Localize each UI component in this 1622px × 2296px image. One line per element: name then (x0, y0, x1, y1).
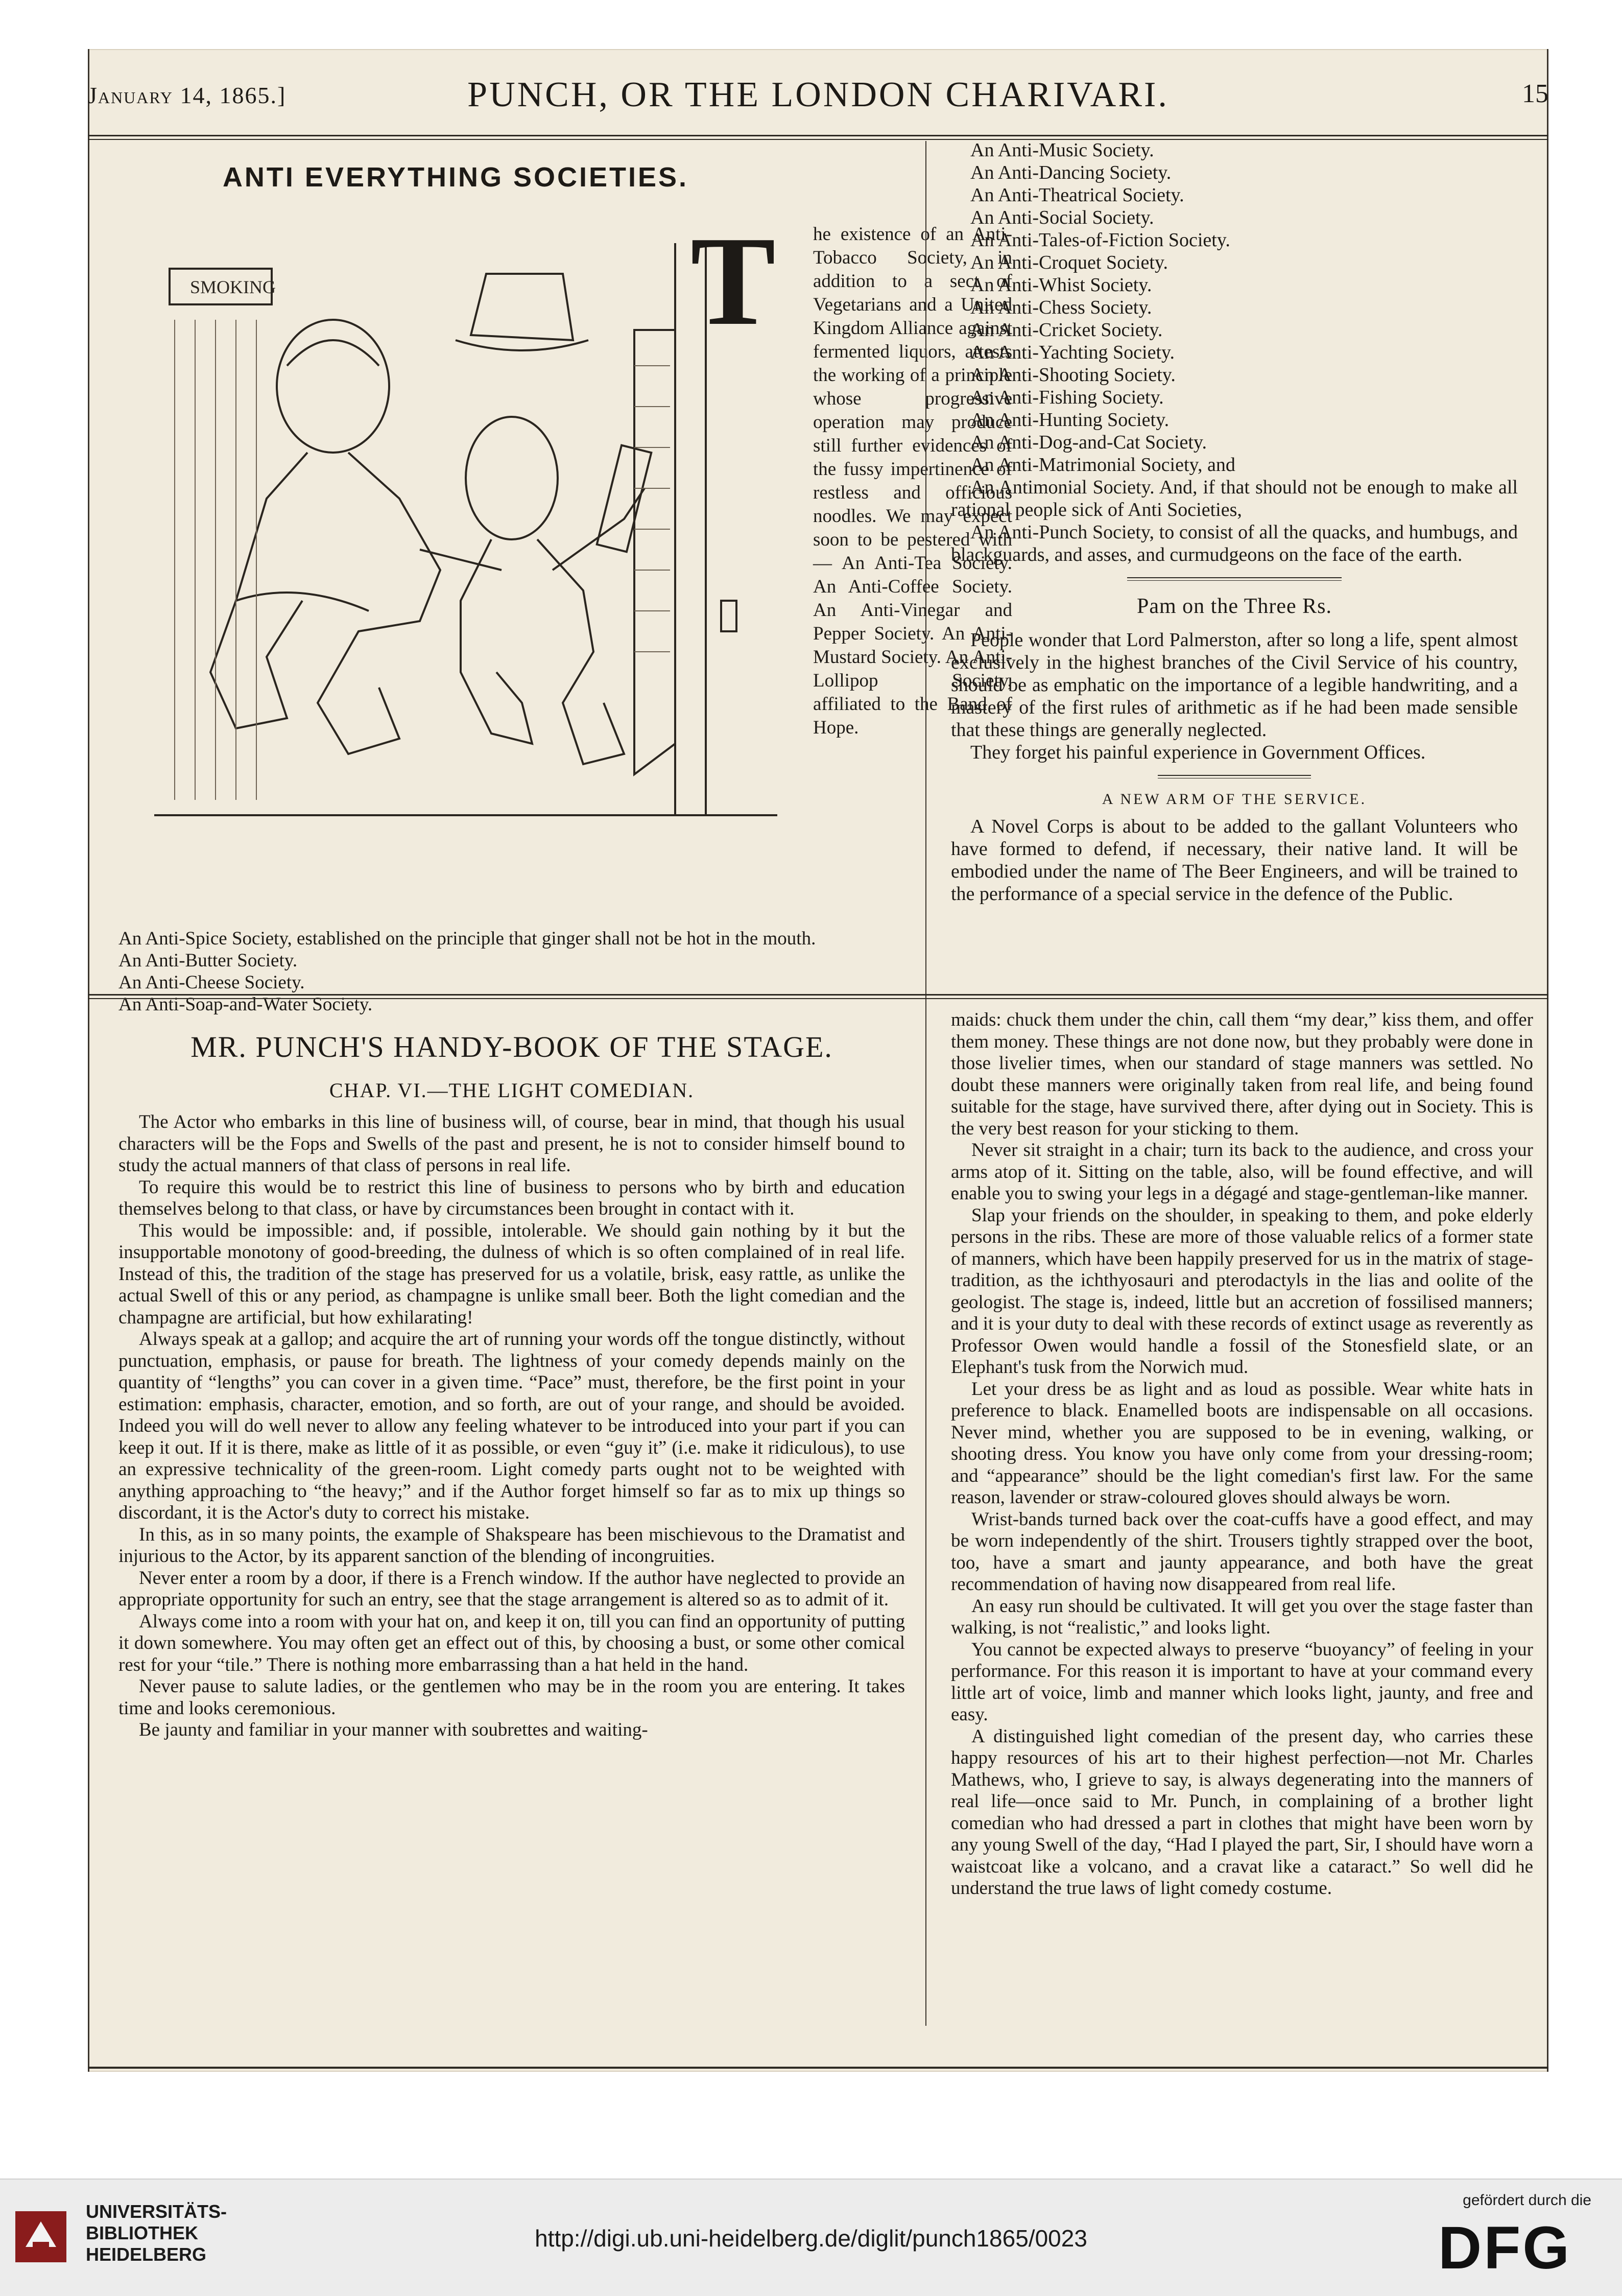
body-paragraph: This would be impossible: and, if possible, intolerable. We should gain nothing by it but the insupportable monotony of good-breeding, the dulness of which is so often complained of in real life. Instead of this, the tradition of the stage has preserved for us a volatile, brisk, easy rattle, as unlike the actual Swell of this or any period, as champagne is unlike small beer. Both the light comedian and the champagne are artificial, but how exhilarating! (118, 1220, 905, 1328)
list-item: An Anti-Matrimonial Society, and (970, 454, 1235, 476)
arm-title: A NEW ARM OF THE SERVICE. (1102, 791, 1367, 808)
page-header (88, 72, 1548, 133)
list-item: An Anti-Whist Society. (970, 274, 1152, 296)
list-item: An Anti-Fishing Society. (970, 387, 1164, 408)
stage-article-left-column (118, 1030, 905, 1741)
drop-cap: T (690, 210, 776, 352)
list-item: An Anti-Cricket Society. (970, 319, 1163, 341)
smoking-sign-text: SMOKING (190, 277, 276, 297)
full-line: An Anti-Butter Society. (118, 950, 298, 971)
permalink-url[interactable]: http://digi.ub.uni-heidelberg.de/diglit/punch1865/0023 (535, 2225, 1087, 2252)
pam-paragraph: They forget his painful experience in Government Offices. (970, 742, 1426, 763)
issue-date: January 14, 1865.] (88, 82, 287, 108)
pam-title: Pam on the Three Rs. (1136, 595, 1332, 618)
column-divider (925, 141, 926, 1071)
dfg-logo-icon[interactable] (1438, 2215, 1591, 2277)
upper-right-column (951, 139, 1518, 1058)
stage-article-right-column (951, 1009, 1533, 1900)
body-paragraph: Slap your friends on the shoulder, in speaking to them, and poke elderly persons in the ribs. These are more of those valuable relics of a former state of manners, which have been happily preserved for us in the matrix of stage-tradition, as the ichthyosauri and pterodactyls in the lias and oolite of the geologist. The stage is, indeed, little but an accretion of fossilised manners; and it is your duty to deal with these records of extinct usage as reverently as Professor Owen would handle a fossil of the Stonesfield slate, or an Elephant's tusk from the Norwich mud. (951, 1204, 1533, 1378)
body-paragraph: maids: chuck them under the chin, call them “my dear,” kiss them, and offer them money. These things are not done now, but they probably were done in those livelier times, when our standard of stage manners was settled. No doubt these manners were originally taken from real life, and being found suitable for the stage, have survived there, after dying out in Society. This is the very best reason for your sticking to them. (951, 1009, 1533, 1139)
closing-paragraph: An Antimonial Society. And, if that should not be enough to make all rational people sick of Anti Societies, (951, 477, 1518, 520)
article-full-lines (98, 928, 997, 1015)
arm-paragraph: A Novel Corps is about to be added to the gallant Volunteers who have formed to defend, if necessary, their native land. It will be embodied under the name of The Beer Engineers, and will be trained to the performance of a special service in the defence of the Public. (951, 816, 1518, 905)
university-library-name: UNIVERSITÄTS- BIBLIOTHEK HEIDELBERG (86, 2201, 227, 2265)
page-bottom-rule (88, 2067, 1548, 2069)
list-item: An Anti-Chess Society. (970, 297, 1152, 318)
body-paragraph: You cannot be expected always to preserve “buoyancy” of feeling in your performance. For this reason it is important to have at your command every little art of voice, limb and manner which looks light, jaunty, and free and easy. (951, 1639, 1533, 1725)
section-rule (1127, 577, 1342, 581)
full-line: An Anti-Soap-and-Water Society. (118, 994, 373, 1015)
body-paragraph: To require this would be to restrict this line of business to persons who by birth and education themselves belong to that class, or have by circumstances been brought in contact with it. (118, 1176, 905, 1219)
chapter-heading: CHAP. VI.—THE LIGHT COMEDIAN. (329, 1079, 695, 1102)
viewer-footer (0, 2179, 1622, 2296)
pam-paragraph: People wonder that Lord Palmerston, after so long a life, spent almost exclusively in the highest branches of the Civil Service of his country, should be as emphatic on the importance of a legible handwriting, and a mastery of the first rules of arithmetic as if he had been made sensible that these things are generally neglected. (951, 629, 1518, 741)
list-item: An Anti-Dancing Society. (970, 162, 1172, 183)
full-line: An Anti-Cheese Society. (118, 972, 305, 993)
body-paragraph: Be jaunty and familiar in your manner with soubrettes and waiting- (139, 1719, 648, 1740)
body-paragraph: Always come into a room with your hat on, and keep it on, till you can find an opportunity of putting it down somewhere. You may often get an effect out of this, by choosing a bust, or some other comical rest for your “tile.” There is nothing more embarrassing than a hat held in the hand. (118, 1611, 905, 1675)
section-divider-rule (88, 994, 1548, 999)
body-paragraph: An easy run should be cultivated. It will get you over the stage faster than walking, is not “realistic,” and looks light. (951, 1595, 1533, 1638)
list-item: An Anti-Shooting Society. (970, 364, 1176, 386)
masthead-title: PUNCH, OR THE LONDON CHARIVARI. (467, 75, 1169, 114)
funding-note: gefördert durch die (1463, 2192, 1591, 2209)
list-item: An Anti-Music Society. (970, 139, 1154, 161)
list-item: An Anti-Dog-and-Cat Society. (970, 432, 1207, 453)
article-intro: he existence of an Anti-Tobacco Society, in addition to a sect of Vegetarians and a United Kingdom Alliance against fermented liquors, attests the working of a principle whose progressive operation may produce still further evidences of the fussy impertinence of restless and officious noodles. We may expect soon to be pestered with— An Anti-Tea Society. An Anti-Coffee Society. An Anti-Vinegar and Pepper Society. An Anti-Mustard Society. An Anti-Lollipop Society, affiliated to the Band of Hope. (813, 224, 1012, 738)
list-item: An Anti-Tales-of-Fiction Society. (970, 229, 1230, 251)
svg-text:DFG: DFG (1438, 2215, 1572, 2277)
newspaper-page (88, 49, 1548, 2072)
stage-article-title: MR. PUNCH'S HANDY-BOOK OF THE STAGE. (190, 1030, 833, 1063)
anti-societies-article (118, 146, 1012, 1015)
body-paragraph: Wrist-bands turned back over the coat-cuffs have a good effect, and may be worn independently of the shirt. Trousers tightly strapped over the boot, too, have a smart and jaunty appearance, and both have the great recommendation of having now disappeared from real life. (951, 1508, 1533, 1595)
list-item: An Anti-Croquet Society. (970, 252, 1168, 273)
body-paragraph: Never enter a room by a door, if there is a French window. If the author have neglected to provide an appropriate opportunity for such an entry, see that the stage arrangement is altered so as to admit of it. (118, 1567, 905, 1610)
body-paragraph: Always speak at a gallop; and acquire the art of running your words off the tongue distinctly, without punctuation, emphasis, or pause for breath. The lightness of your comedy depends mainly on the quantity of “lengths” you can cover in a given time. “Pace” must, therefore, be the first point in your estimation: emphasis, character, emotion, and so forth, are out of your range, and should be avoided. Indeed you will do well never to allow any feeling whatever to be introduced into your part if you can keep it out. If it is there, make as little of it as possible, or even “guy it” (i.e. make it ridiculous), to use an expressive technicality of the green-room. Light comedy parts ought not to be weighted with anything approaching to “the heavy;” and if the Author forget himself so far as to mix up things so discordant, it is the Actor's duty to correct his mistake. (118, 1329, 905, 1523)
body-paragraph: Let your dress be as light and as loud as possible. Wear white hats in preference to black. Enamelled boots are indispensable on all occasions. Never mind, whether you are supposed to be in evening, walking, or shooting dress. You know you have only come from your dressing-room; and “appearance” should be the light comedian's first law. For the same reason, lavender or straw-coloured gloves should always be worn. (951, 1378, 1533, 1508)
section-rule (1158, 775, 1311, 778)
page-number: 15 (1522, 79, 1548, 108)
article-title: ANTI EVERYTHING SOCIETIES. (222, 162, 689, 193)
body-paragraph: Never sit straight in a chair; turn its back to the audience, and cross your arms atop of it. Sitting on the table, also, will be found effective, and will enable you to swing your legs in a dégagé and stage-gentleman-like manner. (951, 1140, 1533, 1204)
list-item: An Anti-Yachting Society. (970, 342, 1175, 363)
list-item: An Anti-Theatrical Society. (970, 184, 1184, 206)
list-item: An Anti-Social Society. (970, 207, 1154, 228)
full-line: An Anti-Spice Society, established on the principle that ginger shall not be hot in the mouth. (118, 928, 816, 949)
body-paragraph: In this, as in so many points, the example of Shakspeare has been mischievous to the Dramatist and injurious to the Actor, by its apparent sanction of the blending of incongruities. (118, 1524, 905, 1567)
body-paragraph: Never pause to salute ladies, or the gentlemen who may be in the room you are entering. It takes time and looks ceremonious. (118, 1676, 905, 1719)
closing-paragraph: An Anti-Punch Society, to consist of all the quacks, and humbugs, and blackguards, and asses, and curmudgeons on the face of the earth. (951, 522, 1518, 565)
body-paragraph: The Actor who embarks in this line of business will, of course, bear in mind, that though his usual characters will be the Fops and Swells of the past and present, he is not to consider himself bound to study the actual manners of that class of persons in real life. (118, 1111, 905, 1176)
societies-list (951, 139, 1518, 476)
list-item: An Anti-Hunting Society. (970, 409, 1170, 431)
body-paragraph: A distinguished light comedian of the present day, who carries these happy resources of his art to their highest perfection—not Mr. Charles Mathews, who, I grieve to say, is always degenerating into the manners of real life—once said to Mr. Punch, in complaining of a brother light comedian who had dressed a part in clothes that might have been worn by any young Swell of the day, “Had I played the part, Sir, I should have worn a waistcoat like a volcano, and a cravat like a cataract.” So well did he understand the true laws of light comedy costume. (951, 1725, 1533, 1899)
column-divider (925, 1004, 926, 2026)
